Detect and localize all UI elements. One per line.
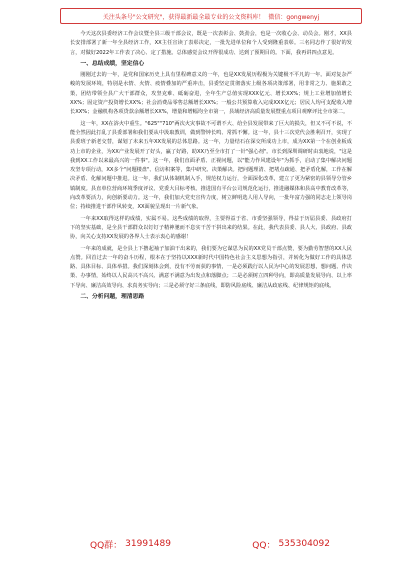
qq-label: QQ： (252, 540, 276, 551)
qq-group-number: 31991489 (125, 539, 171, 549)
promo-banner[interactable] (60, 8, 362, 24)
body-paragraph: 这一年，XX在浴火中重生。"625""710"两次火灾事故不可谓不大、给全县发展带来了巨大的损失，但又不可不说，不能全然因此打乱了县委部署和我们要从中汲取教训，做到警钟长鸣、常抓不懈。这一年，县十三次党代会胜利召开，实现了县委班子新老交替，谋划了未来五年XX发展的总体思路。这一年，力量结石在深交所成功上市，成为XX第一个在创业板成功上市的企业，为XX产业发展开了好头，赢了好路，助XX乃至全市打了一针"强心剂"。市长到深圳调研时由衷地说，"这是我到XX工作以来最高兴的一件事"。这一年，我们直面矛盾、正视问题，以"能力作风建设年"为抓手，启动了集中解决问题攻坚专项行动，XX多个"问题楼盘"、信访积案等，集中研究、决策解决。把问题理清、把堵点疏通、把矛盾化解，工作在解决矛盾、化解问题中推进。这一年，我们从体制机制入手，规范权力运行，全面深化改革，建立了更为紧密的县领导分管乡镇制度。县直单位营商环境季度评议、党委大目标考核。推进国有平台公司规范化运行，推进融媒体和县高中教育改革等，向改革要活力，向创新要动力。这一年，我们加大党史宣传力度，树立鲜明选人用人导向，一批年富力强的同志走上领导岗位；持续推进干部作风转变，XX面貌呈现出一片新气象。 (70, 120, 352, 211)
body-paragraph: 刚刚过去的一年，是党和国家历史上具有里程碑意义的一年，也是XX发展历程极为关键极不平凡的一年。面对复杂严峻的发展环境，特别是水情、火情、疫情叠加的严重冲击，县委坚定贯彻落实上级各项决策部署，用非常之力、施果敢之策，团结带领全县广大干部群众，攻坚克难、砥砺奋进，全年生产总值实现XXX亿元、增长XX%；规上工业增加值增长XX%；固定资产投资增长XX%；社会消费品零售总额增长XX%；一般公共预算收入完成XXX亿元；居民人均可支配收入增长XX%；金融机构各项贷款余额增长XX%，增量和增幅均全市第一，县域经济高质量发展暨重点项目观摩评比全市第二。 (70, 72, 352, 116)
qq-group-label: QQ群： (90, 540, 123, 551)
intro-paragraph: 今天这次县委经济工作会议暨全县三级干部会议，既是一次表彰会、鼓劲会，也是一次收心会、动员会。刚才，XX县长安排部署了新一年全县经济工作，XX主任宣读了表彰决定，一批先进单位和个人受到隆重表彰。三名同志作了很好的发言，对做好2022年工作表了决心、定了措施。总体感觉会议开得很成功、达到了预期目的。下面，我再讲四点意见。 (70, 31, 352, 56)
qq-contact (252, 538, 330, 551)
section-heading-2: 二、分析问题，理清思路 (80, 294, 145, 301)
body-paragraph: 一年来的成就，是全县上下撸起袖子加油干出来的，我们要为它谋思为民的XX党员干部点赞，要为勤劳智慧的XX人民点赞。回首过去一年的奋斗历程，根本在于坚持以XXX新时代中国特色社会主义思想为指引，并转化为做好工作的具体思路、具体目标、具体举措。我们深刻体会到，没有不劳而获的事情，一是必须践行以人民为中心的发展思想，想问题、作决策、办事情，始终以人民高兴不高兴、满意不满意为出发点和落脚点；二是必须树立四种导向，即高质量发展导向、以上率下导向、廉洁高效导向、求真务实导向；三是必须守好三条底线，即防风险底线、廉洁从政底线、纪律规矩的底线。 (70, 245, 352, 289)
document-body (70, 30, 352, 304)
qq-group (90, 538, 171, 551)
wechat-text: 微信：gongwenyj (268, 13, 320, 21)
body-paragraph: 一年来XX取得这样的成绩，实属不易。这些成绩的取得，主要得益于省、市委坚强领导，得益于历届县委、县政府打下的坚实基础，是全县干部群众以钉钉子精神驰而不息实干苦干拼出来的结果。在此，我代表县委、县人大、县政府、县政协，向关心支持XX发展的各界人士表示衷心的感谢！ (70, 215, 352, 241)
qq-number: 535304092 (278, 539, 330, 549)
section-heading-1: 一、总结成绩，坚定信心 (80, 60, 145, 67)
contact-footer (90, 536, 330, 552)
promo-text: 关注头条号"公文研究"，获得最新最全最专业的公文资料库！ (102, 13, 265, 21)
